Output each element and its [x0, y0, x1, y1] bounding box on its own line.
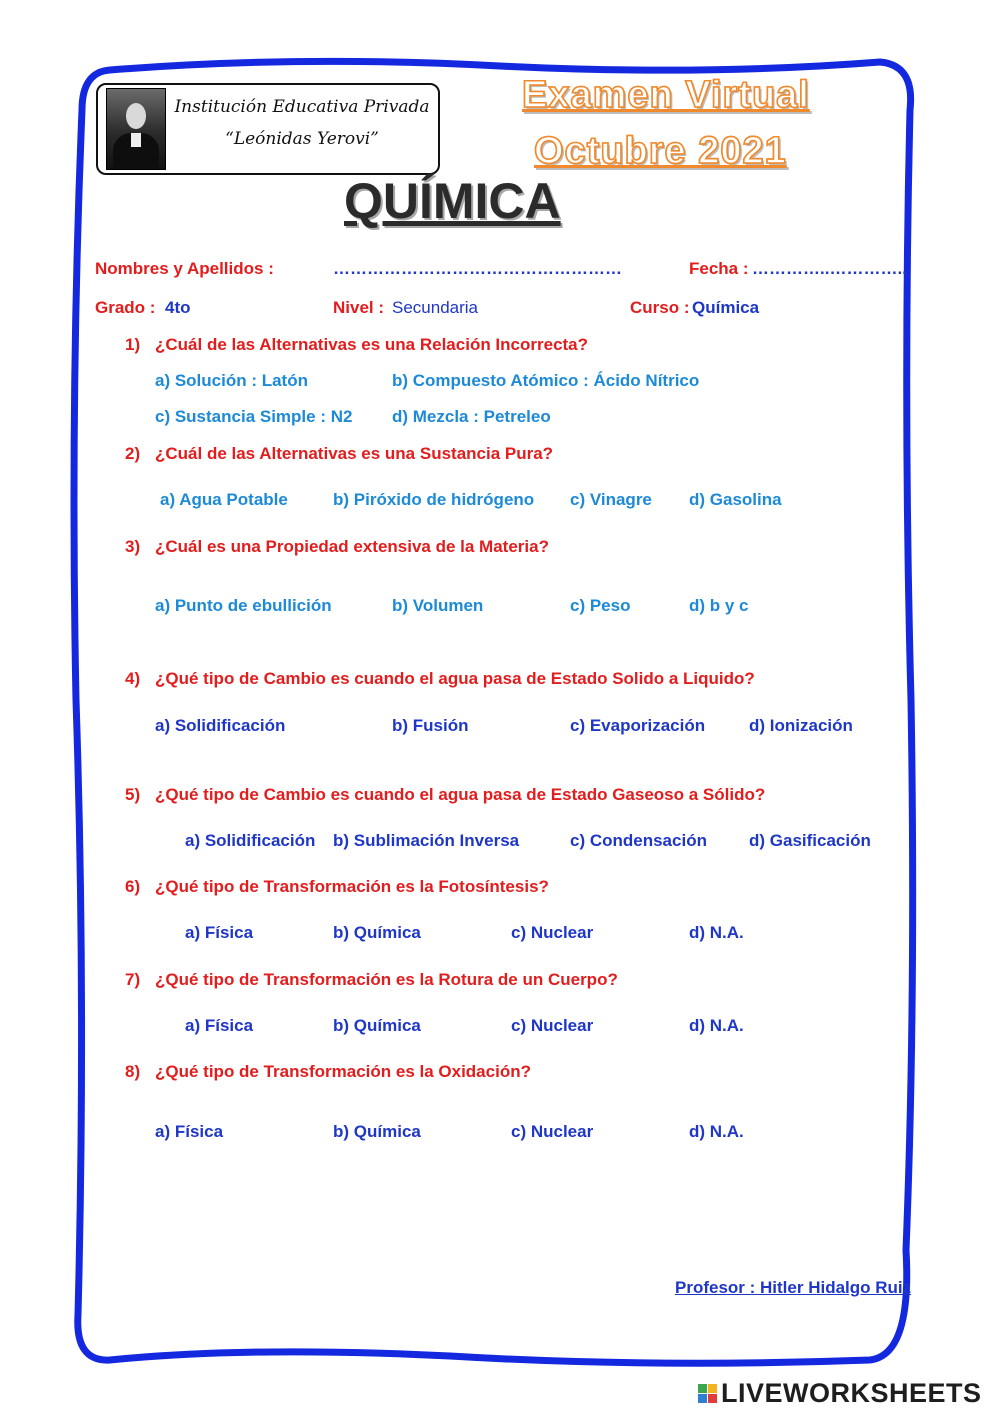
exam-date: Octubre 2021	[534, 130, 787, 172]
question-text: ¿Qué tipo de Transformación es la Fotosíntesis?	[155, 877, 549, 896]
curso-value: Química	[692, 298, 760, 317]
curso-label: Curso :	[630, 298, 690, 317]
option-b[interactable]: b) Fusión	[392, 716, 469, 735]
question-number: 8)	[125, 1062, 141, 1081]
option-a[interactable]: a) Agua Potable	[160, 490, 288, 509]
grado-label: Grado :	[95, 298, 156, 317]
option-a[interactable]: a) Física	[155, 1122, 224, 1141]
liveworksheets-logo-icon	[698, 1384, 717, 1403]
option-c[interactable]: c) Vinagre	[570, 490, 652, 509]
nivel-value: Secundaria	[392, 298, 479, 317]
question-number: 3)	[125, 537, 141, 556]
page-title: QUÍMICA	[344, 173, 561, 229]
institution-school: “Leónidas Yerovi”	[225, 129, 379, 149]
option-c[interactable]: c) Peso	[570, 596, 631, 615]
option-d[interactable]: d) N.A.	[689, 1122, 744, 1141]
option-c[interactable]: c) Sustancia Simple : N2	[155, 407, 353, 426]
question-text: ¿Cuál es una Propiedad extensiva de la Materia?	[155, 537, 549, 556]
question-number: 6)	[125, 877, 141, 896]
professor-name: Profesor : Hitler Hidalgo Ruiz	[675, 1278, 912, 1297]
option-b[interactable]: b) Química	[333, 1122, 421, 1141]
option-a[interactable]: a) Punto de ebullición	[155, 596, 332, 615]
option-b[interactable]: b) Química	[333, 923, 421, 942]
question-number: 4)	[125, 669, 141, 688]
institution-logo-box	[96, 83, 440, 175]
option-a[interactable]: a) Solidificación	[155, 716, 286, 735]
grado-value: 4to	[165, 298, 191, 317]
question-text: ¿Qué tipo de Cambio es cuando el agua pasa de Estado Solido a Liquido?	[155, 669, 755, 688]
option-b[interactable]: b) Compuesto Atómico : Ácido Nítrico	[392, 371, 700, 390]
option-d[interactable]: d) N.A.	[689, 1016, 744, 1035]
institution-name: Institución Educativa Privada	[174, 97, 430, 117]
question-text: ¿Qué tipo de Cambio es cuando el agua pasa de Estado Gaseoso a Sólido?	[155, 785, 766, 804]
option-d[interactable]: d) N.A.	[689, 923, 744, 942]
nivel-label: Nivel :	[333, 298, 385, 317]
question-number: 7)	[125, 970, 141, 989]
option-b[interactable]: b) Volumen	[392, 596, 484, 615]
liveworksheets-watermark	[698, 1378, 982, 1408]
option-d[interactable]: d) Mezcla : Petreleo	[392, 407, 551, 426]
fecha-blank[interactable]: …………..…………..	[752, 259, 907, 278]
option-a[interactable]: a) Solidificación	[185, 831, 316, 850]
option-d[interactable]: d) b y c	[689, 596, 749, 615]
question-text: ¿Qué tipo de Transformación es la Oxidación?	[155, 1062, 531, 1081]
option-c[interactable]: c) Condensación	[570, 831, 707, 850]
question-text: ¿Cuál de las Alternativas es una Sustancia Pura?	[155, 444, 554, 463]
question-text: ¿Cuál de las Alternativas es una Relación Incorrecta?	[155, 335, 589, 354]
option-d[interactable]: d) Gasolina	[689, 490, 782, 509]
question-number: 1)	[125, 335, 141, 354]
question-number: 2)	[125, 444, 141, 463]
portrait-image	[106, 88, 166, 170]
fecha-label: Fecha :	[689, 259, 749, 278]
option-d[interactable]: d) Gasificación	[749, 831, 871, 850]
exam-title: Examen Virtual	[522, 74, 810, 116]
option-b[interactable]: b) Química	[333, 1016, 421, 1035]
question-text: ¿Qué tipo de Transformación es la Rotura de un Cuerpo?	[155, 970, 618, 989]
option-c[interactable]: c) Evaporización	[570, 716, 706, 735]
option-c[interactable]: c) Nuclear	[511, 923, 594, 942]
nombres-blank[interactable]: ……………………………………………	[333, 259, 622, 278]
option-a[interactable]: a) Física	[185, 923, 254, 942]
option-c[interactable]: c) Nuclear	[511, 1122, 594, 1141]
liveworksheets-text: LIVEWORKSHEETS	[721, 1377, 982, 1408]
nombres-label: Nombres y Apellidos :	[95, 259, 274, 278]
option-b[interactable]: b) Piróxido de hidrógeno	[333, 490, 535, 509]
option-d[interactable]: d) Ionización	[749, 716, 853, 735]
option-a[interactable]: a) Solución : Latón	[155, 371, 308, 390]
option-a[interactable]: a) Física	[185, 1016, 254, 1035]
question-number: 5)	[125, 785, 141, 804]
option-c[interactable]: c) Nuclear	[511, 1016, 594, 1035]
option-b[interactable]: b) Sublimación Inversa	[333, 831, 520, 850]
